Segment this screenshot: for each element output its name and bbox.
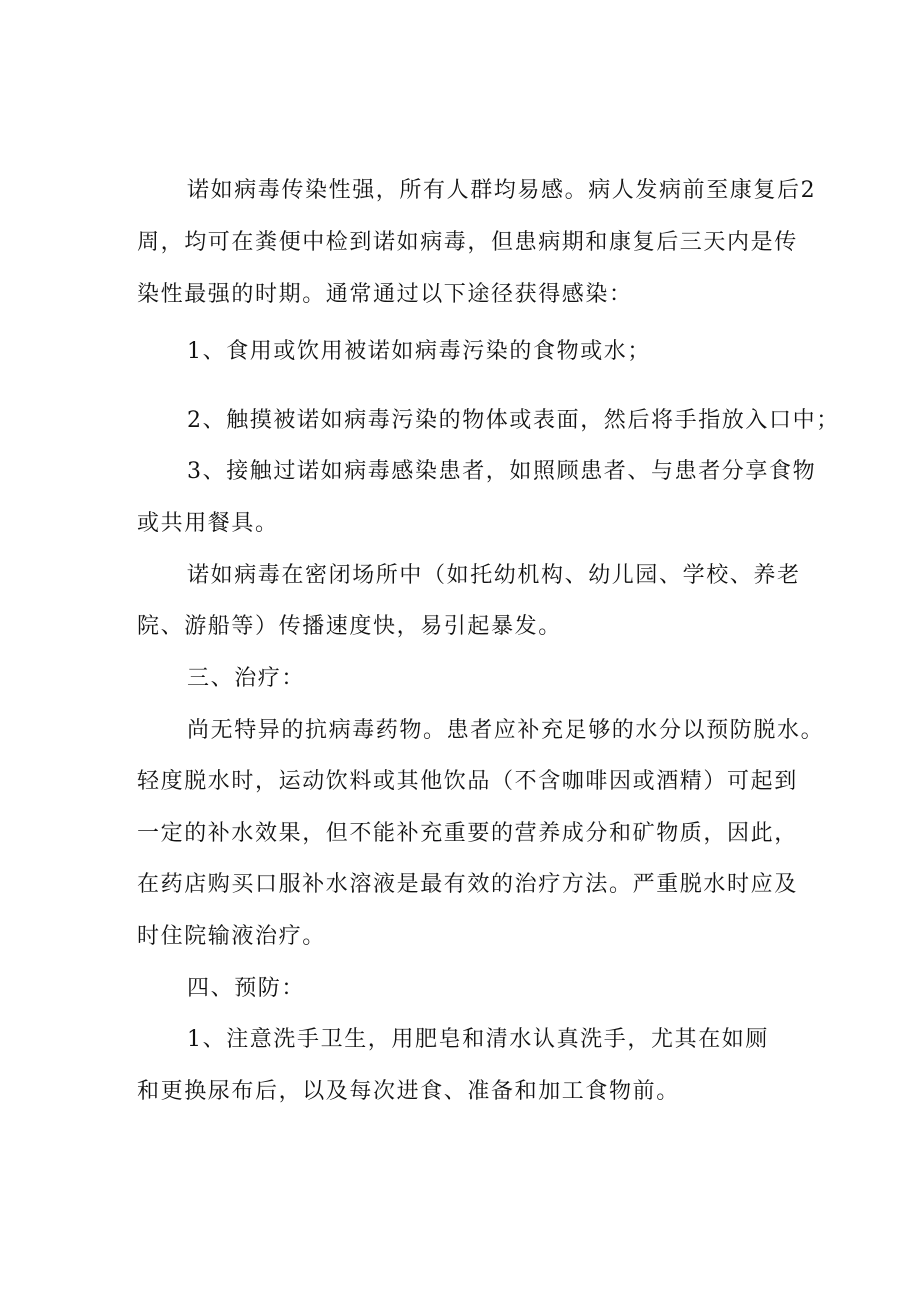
paragraph-intro-line-2: 周，均可在粪便中检到诺如病毒，但患病期和康复后三天内是传 bbox=[137, 230, 798, 255]
paragraph-treatment-line-3: 一定的补水效果，但不能补充重要的营养成分和矿物质，因此， bbox=[137, 821, 798, 846]
list-item-3-line-2: 或共用餐具。 bbox=[137, 511, 279, 536]
paragraph-treatment-line-2: 轻度脱水时，运动饮料或其他饮品（不含咖啡因或酒精）可起到 bbox=[137, 769, 798, 794]
paragraph-outbreak-line-2: 院、游船等）传播速度快，易引起暴发。 bbox=[137, 614, 562, 639]
paragraph-treatment-line-5: 时住院输液治疗。 bbox=[137, 924, 326, 949]
list-item-3-line-1: 3、接触过诺如病毒感染患者，如照顾患者、与患者分享食物 bbox=[187, 459, 817, 484]
prevention-item-1-line-1: 1、注意洗手卫生，用肥皂和清水认真洗手，尤其在如厕 bbox=[187, 1027, 769, 1052]
paragraph-outbreak-line-1: 诺如病毒在密闭场所中（如托幼机构、幼儿园、学校、养老 bbox=[187, 563, 801, 588]
paragraph-treatment-line-1: 尚无特异的抗病毒药物。患者应补充足够的水分以预防脱水。 bbox=[187, 718, 825, 743]
list-item-1: 1、食用或饮用被诺如病毒污染的食物或水； bbox=[187, 339, 651, 364]
paragraph-treatment-line-4: 在药店购买口服补水溶液是最有效的治疗方法。严重脱水时应及 bbox=[137, 872, 798, 897]
paragraph-intro-line-3: 染性最强的时期。通常通过以下途径获得感染： bbox=[137, 282, 633, 307]
section-heading-prevention: 四、预防： bbox=[187, 976, 306, 1001]
paragraph-intro-line-1: 诺如病毒传染性强，所有人群均易感。病人发病前至康复后2 bbox=[187, 178, 817, 203]
list-item-2: 2、触摸被诺如病毒污染的物体或表面，然后将手指放入口中； bbox=[187, 408, 840, 433]
prevention-item-1-line-2: 和更换尿布后，以及每次进食、准备和加工食物前。 bbox=[137, 1079, 680, 1104]
section-heading-treatment: 三、治疗： bbox=[187, 666, 306, 691]
